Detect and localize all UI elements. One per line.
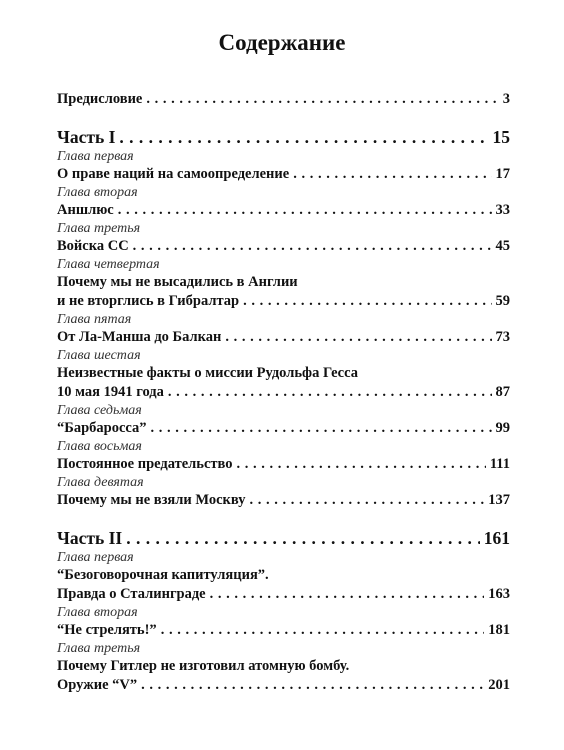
toc-entry [57, 491, 510, 510]
toc-page-number: 15 [492, 127, 510, 147]
toc-page-number: 201 [488, 677, 510, 693]
toc-page-number: 3 [502, 91, 510, 107]
toc-entry-title: Правда о Сталинграде [57, 586, 206, 602]
chapter-label: Глава первая [57, 149, 134, 164]
toc-entry-title-line: “Безоговорочная капитуляция”. [57, 567, 269, 583]
chapter-label: Глава третья [57, 641, 141, 656]
leader-dots [225, 328, 491, 347]
toc-entry [57, 621, 510, 640]
toc-page-number: 181 [488, 622, 510, 638]
toc-entry [57, 585, 510, 604]
toc-entry-title: “Барбаросса” [57, 420, 147, 436]
toc-entry-preface [57, 90, 510, 109]
chapter-label: Глава вторая [57, 605, 138, 620]
toc-entry-title: Оружие “V” [57, 677, 138, 693]
toc-page-number: 59 [495, 293, 510, 309]
chapter-label: Глава девятая [57, 475, 144, 490]
leader-dots [141, 676, 484, 695]
chapter-label: Глава шестая [57, 348, 141, 363]
toc-entry-title: Почему мы не взяли Москву [57, 492, 246, 508]
leader-dots [168, 383, 492, 402]
chapter-label: Глава седьмая [57, 403, 142, 418]
leader-dots [119, 126, 488, 148]
toc-entry [57, 328, 510, 347]
table-of-contents [57, 90, 510, 695]
leader-dots [250, 491, 485, 510]
leader-dots [151, 419, 492, 438]
toc-page-number: 99 [495, 420, 510, 436]
toc-page-number: 111 [489, 456, 510, 472]
toc-page-number: 33 [495, 202, 510, 218]
toc-entry [57, 237, 510, 256]
toc-part-2 [57, 527, 510, 549]
leader-dots [243, 292, 491, 311]
toc-entry-title: Аншлюс [57, 202, 114, 218]
chapter-label: Глава вторая [57, 185, 138, 200]
part-title: Часть I [57, 127, 116, 147]
chapter-label: Глава пятая [57, 312, 132, 327]
chapter-label: Глава третья [57, 221, 141, 236]
leader-dots [237, 455, 486, 474]
toc-entry-title: 10 мая 1941 года [57, 384, 164, 400]
toc-page-number: 45 [495, 238, 510, 254]
toc-page-number: 137 [488, 492, 510, 508]
leader-dots [146, 90, 498, 109]
leader-dots [118, 201, 492, 220]
page-title: Содержание [218, 30, 346, 55]
toc-entry [57, 676, 510, 695]
toc-entry-title: Постоянное предательство [57, 456, 233, 472]
toc-entry-title-line: Почему мы не высадились в Англии [57, 274, 298, 290]
part-title: Часть II [57, 528, 123, 548]
toc-entry [57, 419, 510, 438]
toc-page-number: 73 [495, 329, 510, 345]
toc-entry-title: От Ла-Манша до Балкан [57, 329, 222, 345]
leader-dots [210, 585, 485, 604]
toc-part-1 [57, 126, 510, 148]
leader-dots [161, 621, 485, 640]
toc-page-number: 87 [495, 384, 510, 400]
toc-entry-title: и не вторглись в Гибралтар [57, 293, 240, 309]
toc-page-number: 161 [483, 528, 510, 548]
leader-dots [293, 165, 491, 184]
chapter-label: Глава четвертая [57, 257, 160, 272]
toc-entry-title: “Не стрелять!” [57, 622, 157, 638]
toc-entry-title-line: Почему Гитлер не изготовил атомную бомбу. [57, 658, 350, 674]
toc-entry-title: Войска СС [57, 238, 129, 254]
leader-dots [133, 237, 492, 256]
toc-entry-title: О праве наций на самоопределение [57, 166, 290, 182]
toc-entry [57, 201, 510, 220]
toc-entry [57, 383, 510, 402]
leader-dots [126, 527, 480, 549]
toc-entry [57, 455, 510, 474]
toc-entry [57, 165, 510, 184]
toc-page-number: 17 [495, 166, 510, 182]
chapter-label: Глава первая [57, 550, 134, 565]
chapter-label: Глава восьмая [57, 439, 142, 454]
toc-entry-title: Предисловие [57, 91, 143, 107]
toc-entry [57, 292, 510, 311]
toc-entry-title-line: Неизвестные факты о миссии Рудольфа Гесса [57, 365, 358, 381]
toc-page-number: 163 [488, 586, 510, 602]
